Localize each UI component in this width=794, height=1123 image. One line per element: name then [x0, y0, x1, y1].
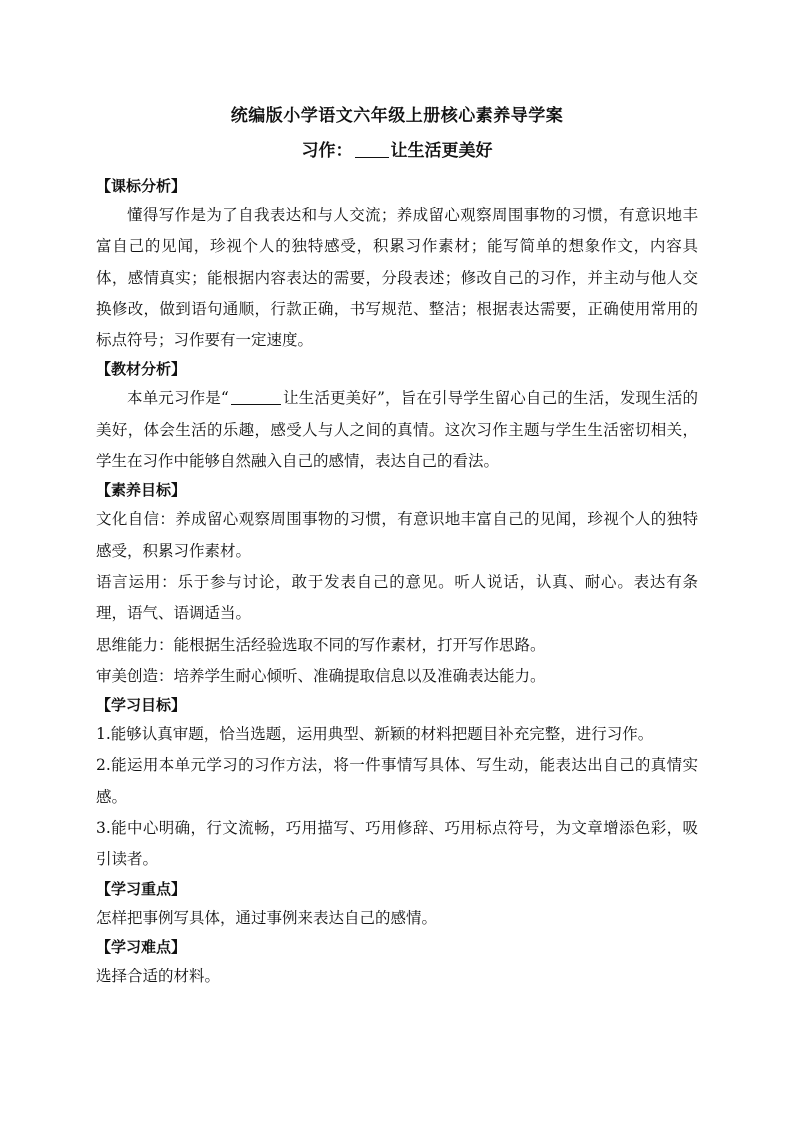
- document-subtitle: [96, 136, 698, 166]
- difficulties-text: 选择合适的材料。: [96, 966, 221, 985]
- subtitle-blank: [355, 141, 389, 158]
- learning-goal-item: 2.能运用本单元学习的习作方法，将一件事情写具体、写生动，能表达出自己的真情实感。: [96, 756, 698, 806]
- section-difficulties: [96, 934, 698, 992]
- textbook-text-before: 本单元习作是“: [127, 389, 229, 408]
- literacy-item: 文化自信：养成留心观察周围事物的习惯，有意识地丰富自己的见闻，珍视个人的独特感受，积累习作素材。: [96, 510, 698, 560]
- section-heading-learning-goals: 【学习目标】: [96, 696, 187, 715]
- section-learning-goals: [96, 692, 698, 875]
- curriculum-text: 懂得写作是为了自我表达和与人交流；养成留心观察周围事物的习惯，有意识地丰富自己的见闻，珍视个人的独特感受，积累习作素材；能写简单的想象作文，内容具体，感情真实；能根据内容表达的需要，分段表述；修改自己的习作，并主动与他人交换修改，做到语句通顺，行款正确，书写规范、整洁；根据表达需要，正确使用常用的标点符号；习作要有一定速度。: [96, 206, 698, 350]
- textbook-text-after: 让生活更美好”，旨在引导学生留心自己的生活，发现生活的美好，体会生活的乐趣，感受人与人之间的真情。这次习作主题与学生生活密切相关，学生在习作中能够自然融入自己的感情，表达自己的看法。: [96, 389, 698, 471]
- section-key-points: [96, 876, 698, 934]
- section-heading-difficulties: 【学习难点】: [96, 937, 187, 956]
- subtitle-suffix: 让生活更美好: [390, 141, 493, 161]
- section-textbook: [96, 356, 698, 477]
- textbook-text: [96, 383, 698, 477]
- textbook-blank: [231, 388, 281, 405]
- subtitle-prefix: 习作：: [301, 141, 353, 161]
- section-literacy: [96, 477, 698, 692]
- section-heading-curriculum: 【课标分析】: [96, 177, 187, 195]
- section-curriculum: [96, 173, 698, 356]
- key-points-text: 怎样把事例写具体，通过事例来表达自己的感情。: [96, 908, 438, 927]
- document-title: 统编版小学语文六年级上册核心素养导学案: [230, 106, 564, 126]
- literacy-item: 思维能力：能根据生活经验选取不同的写作素材，打开写作思路。: [96, 635, 546, 654]
- section-heading-key-points: 【学习重点】: [96, 879, 187, 898]
- section-heading-literacy: 【素养目标】: [96, 481, 187, 500]
- learning-goal-item: 1.能够认真审题，恰当选题，运用典型、新颖的材料把题目补充完整，进行习作。: [96, 725, 654, 744]
- section-heading-textbook: 【教材分析】: [96, 360, 187, 379]
- literacy-item: 审美创造：培养学生耐心倾听、准确提取信息以及准确表达能力。: [96, 666, 546, 685]
- literacy-item: 语言运用：乐于参与讨论，敢于发表自己的意见。听人说话，认真、耐心。表达有条理，语气、语调适当。: [96, 572, 698, 623]
- learning-goal-item: 3.能中心明确，行文流畅，巧用描写、巧用修辞、巧用标点符号，为文章增添色彩，吸引读者。: [96, 819, 698, 869]
